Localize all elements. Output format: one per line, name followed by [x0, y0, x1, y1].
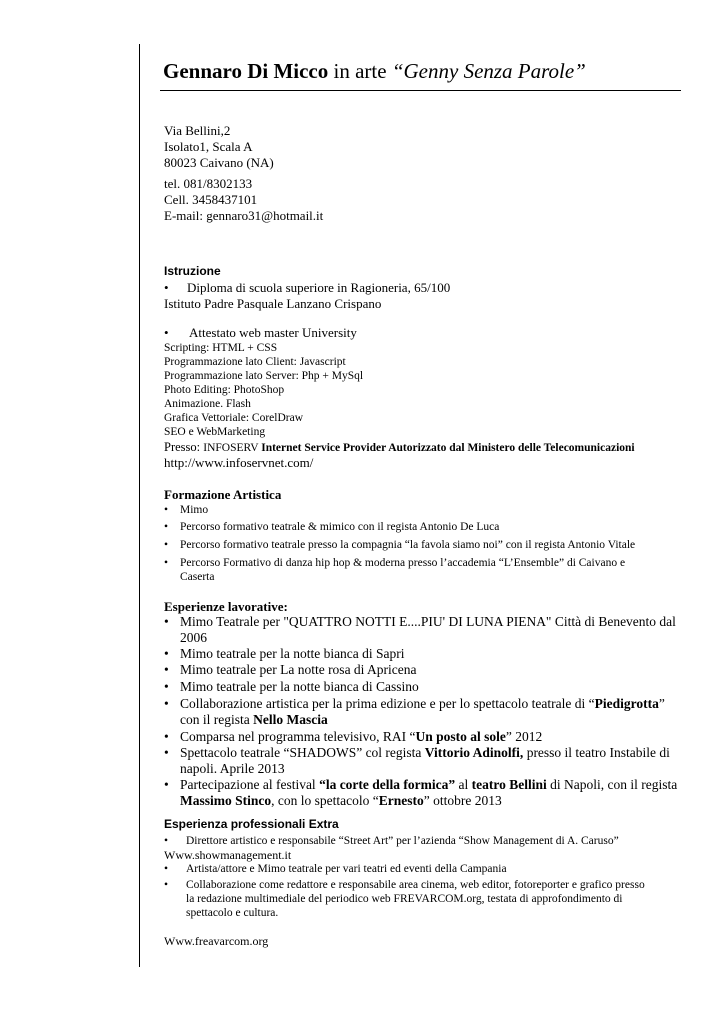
list-item — [164, 503, 209, 520]
bullet-icon: • — [164, 835, 169, 847]
list-item-text: napoli. Aprile 2013 — [180, 761, 285, 776]
list-item-text: Mimo teatrale per la notte bianca di Cassino — [180, 679, 419, 694]
left-margin-rule — [139, 44, 140, 967]
list-item-text: di Napoli, con il regista — [546, 777, 678, 792]
istituto-text: Istituto Padre Pasquale Lanzano Crispano — [164, 296, 382, 311]
address-line: 80023 Caivano (NA) — [164, 155, 274, 170]
attestato-text: Attestato web master University — [189, 325, 357, 340]
list-item-text: ” 2012 — [505, 729, 543, 744]
show-title: Piedigrotta — [594, 696, 659, 711]
list-item-text: Percorso Formativo di danza hip hop & moderna presso l’accademia “L’Ensemble” di Caivano e — [180, 557, 626, 569]
address-block — [164, 123, 274, 171]
bullet-icon: • — [164, 863, 169, 875]
theater-name: teatro Bellini — [471, 777, 547, 792]
list-item-text: Partecipazione al festival — [180, 777, 320, 792]
list-item-text: Mimo teatrale per La notte rosa di Apricena — [180, 662, 417, 677]
list-item-text: , con lo spettacolo “ — [271, 793, 379, 808]
list-item-text: Artista/attore e Mimo teatrale per vari teatri ed eventi della Campania — [186, 863, 507, 875]
skill-item: Programmazione lato Client: Javascript — [164, 356, 346, 368]
list-item-continuation — [164, 761, 684, 777]
list-item — [164, 538, 636, 556]
list-item-text: con il regista — [180, 712, 254, 727]
list-item — [164, 614, 684, 630]
list-item — [164, 777, 684, 793]
list-item — [164, 696, 684, 712]
bullet-icon: • — [164, 879, 169, 891]
presso-line — [164, 439, 635, 456]
bullet-icon: • — [164, 696, 169, 711]
bullet-icon: • — [164, 745, 169, 760]
bullet-icon: • — [164, 614, 169, 629]
director-name: Massimo Stinco — [180, 793, 272, 808]
list-item — [164, 862, 507, 878]
list-item-continuation — [164, 892, 623, 906]
phone-block — [164, 176, 323, 224]
address-line: Via Bellini,2 — [164, 123, 231, 138]
program-title: Un posto al sole — [415, 729, 506, 744]
quote-close: ” — [658, 696, 665, 711]
list-item-text: Caserta — [180, 571, 215, 583]
section-heading-esperienze: Esperienze lavorative: — [164, 599, 288, 614]
list-item-continuation — [164, 570, 215, 584]
skill-item: Programmazione lato Server: Php + MySql — [164, 370, 364, 382]
list-item-continuation — [164, 630, 684, 646]
list-item — [164, 745, 684, 761]
section-heading-formazione: Formazione Artistica — [164, 487, 282, 502]
list-item-text: al — [455, 777, 472, 792]
bullet-icon: • — [164, 662, 169, 677]
bullet-icon: • — [164, 679, 169, 694]
email-line: E-mail: gennaro31@hotmail.it — [164, 208, 324, 223]
attestato-item — [164, 325, 357, 341]
skill-item: Photo Editing: PhotoShop — [164, 384, 285, 396]
formazione-list — [164, 503, 636, 584]
section-heading-istruzione: Istruzione — [164, 264, 221, 278]
address-line: Isolato1, Scala A — [164, 139, 253, 154]
list-item-text: Collaborazione come redattore e responsabile area cinema, web editor, fotoreporter e grafico presso — [186, 879, 645, 891]
phone-line: tel. 081/8302133 — [164, 176, 253, 191]
author-name: Gennaro Di Micco — [163, 59, 329, 83]
list-item-text: Percorso formativo teatrale & mimico con il regista Antonio De Luca — [180, 521, 500, 533]
presso-label: Presso: — [164, 440, 204, 454]
list-item — [164, 679, 684, 696]
bullet-icon: • — [164, 729, 169, 744]
list-item-continuation — [164, 906, 291, 920]
section-heading-extra: Esperienza professionali Extra — [164, 817, 339, 831]
esperienze-list — [164, 614, 684, 809]
extra-list — [164, 834, 645, 920]
list-item-text: Mimo Teatrale per "QUATTRO NOTTI E....PIU' DI LUNA PIENA" Città di Benevento dal — [180, 614, 676, 629]
title-underline — [160, 90, 681, 91]
skill-item: SEO e WebMarketing — [164, 426, 266, 438]
cell-line: Cell. 3458437101 — [164, 192, 258, 207]
list-item-continuation — [164, 793, 684, 809]
bullet-icon: • — [164, 557, 169, 569]
list-item-text: 2006 — [180, 630, 207, 645]
director-name: Vittorio Adinolfi, — [424, 745, 524, 760]
diploma-block — [164, 280, 451, 312]
skills-list — [164, 341, 363, 439]
presso-company: INFOSERV — [203, 442, 262, 454]
list-item — [164, 280, 451, 296]
list-item-text: Spettacolo teatrale “SHADOWS” col regista — [180, 745, 425, 760]
list-item — [164, 556, 626, 570]
list-item-text: la redazione multimediale del periodico web FREVARCOM.org, testata di approfondimento di — [186, 893, 623, 905]
list-item-text: Percorso formativo teatrale presso la compagnia “la favola siamo noi” con il regista Antonio Vitale — [180, 539, 636, 551]
stage-name: “Genny Senza Parole” — [391, 59, 586, 83]
showmanagement-url: Www.showmanagement.it — [164, 848, 292, 862]
list-item-text: Mimo teatrale per la notte bianca di Sapri — [180, 646, 405, 661]
bullet-icon: • — [164, 521, 169, 533]
list-item-text: Collaborazione artistica per la prima edizione e per lo spettacolo teatrale di “ — [180, 696, 595, 711]
show-title: Ernesto — [378, 793, 424, 808]
bullet-icon: • — [164, 280, 169, 295]
diploma-text: Diploma di scuola superiore in Ragioneria, 65/100 — [187, 280, 451, 295]
list-item — [164, 878, 645, 892]
list-item — [164, 520, 500, 538]
skill-item: Scripting: HTML + CSS — [164, 342, 278, 354]
festival-name: “la corte della formica” — [319, 777, 456, 792]
skill-item: Grafica Vettoriale: CorelDraw — [164, 412, 304, 424]
bullet-icon: • — [164, 325, 169, 340]
presso-description: Internet Service Provider Autorizzato dal Ministero delle Telecomunicazioni — [261, 442, 635, 454]
skill-item: Animazione. Flash — [164, 398, 251, 410]
bullet-icon: • — [164, 539, 169, 551]
infoserv-url: http://www.infoservnet.com/ — [164, 455, 314, 470]
page-title — [163, 58, 586, 84]
bullet-icon: • — [164, 504, 169, 516]
list-item-text: presso il teatro Instabile di — [523, 745, 670, 760]
director-name: Nello Mascia — [253, 712, 328, 727]
list-item — [164, 646, 684, 662]
bullet-icon: • — [164, 646, 169, 661]
bullet-icon: • — [164, 777, 169, 792]
list-item-text: Comparsa nel programma televisivo, RAI “ — [180, 729, 416, 744]
list-item — [164, 662, 684, 679]
list-item-text: ” ottobre 2013 — [423, 793, 502, 808]
list-item-text: Mimo — [180, 504, 209, 516]
list-item — [164, 729, 684, 745]
list-item-continuation — [164, 712, 684, 729]
title-connector: in arte — [328, 59, 392, 83]
frevarcom-url: Www.freavarcom.org — [164, 934, 269, 948]
list-item-text: Direttore artistico e responsabile “Street Art” per l’azienda “Show Management di A. Caruso” — [186, 835, 619, 847]
list-item — [164, 834, 619, 848]
list-item-text: spettacolo e cultura. — [186, 907, 279, 919]
